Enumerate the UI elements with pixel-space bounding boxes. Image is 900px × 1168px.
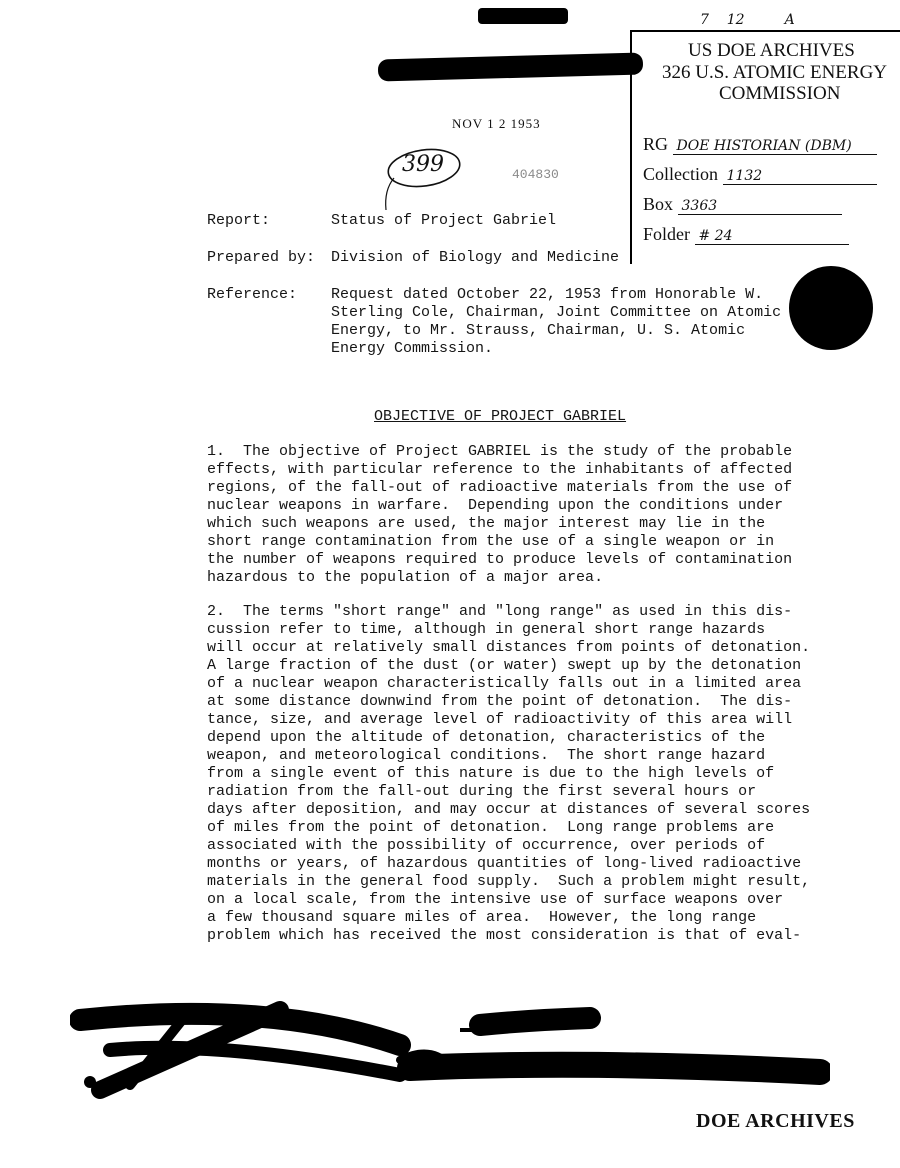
paragraph-2-line: depend upon the altitude of detonation, characteristics of the <box>207 729 766 746</box>
reference-line-1: Request dated October 22, 1953 from Honorable W. <box>331 286 764 303</box>
paragraph-1-line: hazardous to the population of a major area. <box>207 569 604 586</box>
report-label: Report: <box>207 212 271 229</box>
footer-archive-stamp: DOE ARCHIVES <box>696 1110 855 1132</box>
stamp-box <box>643 194 842 215</box>
section-title: OBJECTIVE OF PROJECT GABRIEL <box>374 408 627 425</box>
stamp-box-value: 3363 <box>678 198 842 215</box>
paragraph-2-line: A large fraction of the dust (or water) swept up by the detonation <box>207 657 802 674</box>
prepared-by-value: Division of Biology and Medicine <box>331 249 620 266</box>
paragraph-1-line: effects, with particular reference to the inhabitants of affected <box>207 461 793 478</box>
paragraph-1-line: regions, of the fall-out of radioactive materials from the use of <box>207 479 793 496</box>
paragraph-2 <box>207 603 811 945</box>
date-stamp: NOV 1 2 1953 <box>452 116 541 131</box>
reference-label: Reference: <box>207 286 298 303</box>
stamp-line-1: US DOE ARCHIVES <box>688 40 855 61</box>
paragraph-2-line: will occur at relatively small distances from points of detonation. <box>207 639 811 656</box>
paragraph-2-line: at some distance downwind from the point of detonation. The dis- <box>207 693 793 710</box>
paragraph-2-line: materials in the general food supply. Such a problem might result, <box>207 873 811 890</box>
doc-number: 404830 <box>512 167 559 182</box>
stamp-line-2: 326 U.S. ATOMIC ENERGY <box>662 62 888 83</box>
reference-line-4: Energy Commission. <box>331 340 494 357</box>
paragraph-1-line: the number of weapons required to produce levels of contamination <box>207 551 793 568</box>
paragraph-1-line: nuclear weapons in warfare. Depending upon the conditions under <box>207 497 784 514</box>
stamp-collection <box>643 164 877 185</box>
stamp-collection-value: 1132 <box>723 168 877 185</box>
stamp-collection-label: Collection <box>643 164 718 184</box>
paragraph-2-line: tance, size, and average level of radioactivity of this area will <box>207 711 793 728</box>
paragraph-2-line: cussion refer to time, although in general short range hazards <box>207 621 766 638</box>
reference-line-3: Energy, to Mr. Strauss, Chairman, U. S. Atomic <box>331 322 746 339</box>
stamp-rg-label: RG <box>643 134 669 154</box>
stamp-line-3: COMMISSION <box>719 83 841 104</box>
paragraph-2-line: a few thousand square miles of area. However, the long range <box>207 909 757 926</box>
redaction-bar-header <box>378 53 643 82</box>
paragraph-1 <box>207 443 807 587</box>
paragraph-1-line: which such weapons are used, the major interest may lie in the <box>207 515 766 532</box>
stamp-rg <box>643 134 877 155</box>
punch-hole <box>789 266 873 350</box>
paragraph-2-line: 2. The terms "short range" and "long range" as used in this dis- <box>207 603 793 620</box>
stamp-folder-value: # 24 <box>695 228 849 245</box>
paragraph-1-line: short range contamination from the use of a single weapon or in <box>207 533 775 550</box>
report-value: Status of Project Gabriel <box>331 212 557 229</box>
prepared-by-label: Prepared by: <box>207 249 316 266</box>
reference-line-2: Sterling Cole, Chairman, Joint Committee on Atomic <box>331 304 782 321</box>
paragraph-2-line: associated with the possibility of occurrence, over periods of <box>207 837 766 854</box>
redaction-scribble-bottom <box>70 990 830 1110</box>
paragraph-1-line: 1. The objective of Project GABRIEL is the study of the probable <box>207 443 793 460</box>
stamp-rg-value: DOE HISTORIAN (DBM) <box>673 138 877 155</box>
paragraph-2-line: on a local scale, from the intensive use of surface weapons over <box>207 891 784 908</box>
paragraph-2-line: radiation from the fall-out during the first several hours or <box>207 783 757 800</box>
page-marks: 7 12 A <box>700 12 795 28</box>
circled-number: 399 <box>402 152 444 177</box>
paragraph-2-line: weapon, and meteorological conditions. The short range hazard <box>207 747 766 764</box>
paragraph-2-line: from a single event of this nature is due to the high levels of <box>207 765 775 782</box>
paragraph-2-line: of miles from the point of detonation. Long range problems are <box>207 819 775 836</box>
stamp-folder <box>643 224 849 245</box>
paragraph-2-line: months or years, of hazardous quantities of long-lived radioactive <box>207 855 802 872</box>
redaction-bar-top <box>478 8 568 24</box>
paragraph-2-line: days after deposition, and may occur at distances of several scores <box>207 801 811 818</box>
stamp-folder-label: Folder <box>643 224 690 244</box>
paragraph-2-line: of a nuclear weapon characteristically falls out in a limited area <box>207 675 802 692</box>
paragraph-2-line: problem which has received the most consideration is that of eval- <box>207 927 802 944</box>
stamp-box-label: Box <box>643 194 674 214</box>
